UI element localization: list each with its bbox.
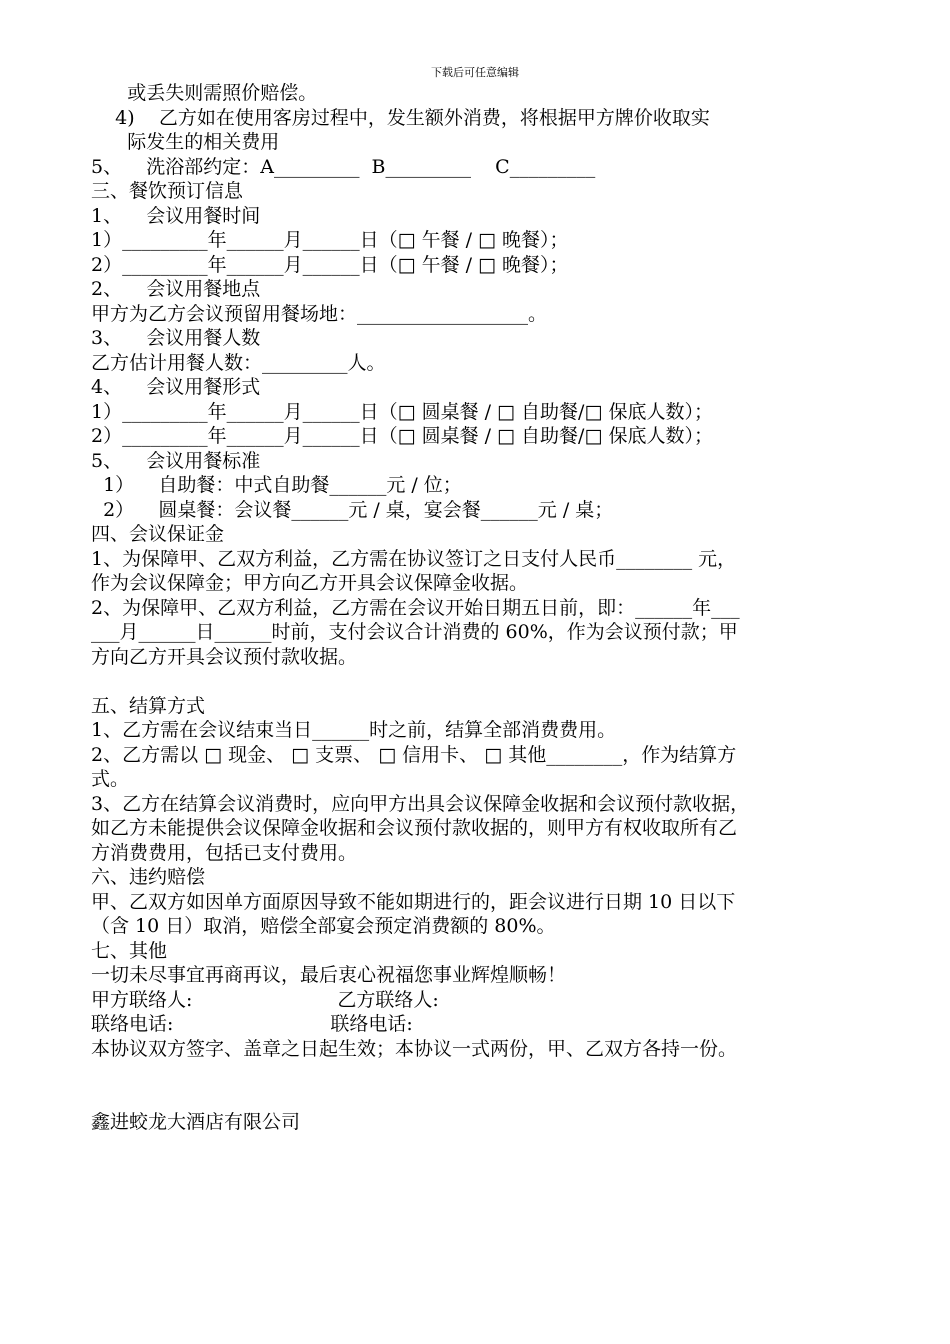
blank-line	[91, 669, 881, 694]
text-line: 或丢失则需照价赔偿。	[91, 82, 318, 104]
text-line: 1、为保障甲、乙双方利益，乙方需在协议签订之日支付人民币________ 元，	[91, 547, 737, 570]
blank-space	[91, 1061, 881, 1110]
text-line: 5、 会议用餐标准	[91, 449, 261, 472]
text-line: 2）_________年______月______日（□ 圆桌餐 / □ 自助餐/□ 保底人数）；	[91, 425, 713, 447]
text-line: 2）_________年______月______日（□ 午餐 / □ 晚餐）；	[91, 253, 569, 276]
text-line: 3、 会议用餐人数	[91, 327, 261, 349]
text-line: 乙方估计用餐人数：_________人。	[91, 351, 386, 374]
company-name: 鑫进蛟龙大酒店有限公司	[91, 1111, 301, 1133]
text-line: 3、乙方在结算会议消费时，应向甲方出具会议保障金收据和会议预付款收据，	[91, 792, 750, 815]
text-line: 本协议双方签字、盖章之日起生效；本协议一式两份，甲、乙双方各持一份。	[91, 1037, 738, 1060]
text-line: 1） 自助餐：中式自助餐______元 / 位；	[91, 474, 462, 496]
text-line: ___月______日______时前，支付会议合计消费的 60%，作为会议预付款；甲	[91, 621, 738, 643]
text-line: 方消费费用，包括已支付费用。	[91, 841, 358, 864]
section-heading: 三、餐饮预订信息	[91, 180, 244, 202]
text-line: 际发生的相关费用	[91, 131, 280, 153]
text-line: 1、 会议用餐时间	[91, 204, 261, 227]
text-line: 作为会议保障金；甲方向乙方开具会议保障金收据。	[91, 572, 529, 594]
text-line: 1）_________年______月______日（□ 午餐 / □ 晚餐）；	[91, 229, 569, 251]
text-line: 如乙方未能提供会议保障金收据和会议预付款收据的，则甲方有权收取所有乙	[91, 817, 738, 839]
text-line: （含 10 日）取消，赔偿全部宴会预定消费额的 80%。	[91, 915, 556, 937]
section-heading: 五、结算方式	[91, 694, 206, 717]
contact-names-line: 甲方联络人: 乙方联络人:	[91, 988, 439, 1011]
contact-phones-line: 联络电话: 联络电话:	[91, 1013, 413, 1035]
text-line: 2、 会议用餐地点	[91, 278, 261, 300]
text-line: 5、 洗浴部约定：A_________ B_________ C_________	[91, 155, 596, 178]
text-line: 甲方为乙方会议预留用餐场地：__________________。	[91, 302, 548, 325]
section-heading: 七、其他	[91, 939, 168, 962]
text-line: 2、为保障甲、乙双方利益，乙方需在会议开始日期五日前，即：______年___	[91, 596, 740, 619]
text-line: 式。	[91, 768, 130, 790]
text-line: 一切未尽事宜再商再议，最后衷心祝福您事业辉煌顺畅！	[91, 964, 567, 986]
text-line: 4) 乙方如在使用客房过程中，发生额外消费，将根据甲方牌价收取实	[91, 106, 710, 129]
document-body	[91, 81, 881, 1135]
text-line: 4、 会议用餐形式	[91, 376, 261, 398]
text-line: 甲、乙双方如因单方面原因导致不能如期进行的，距会议进行日期 10 日以下	[91, 890, 736, 913]
text-line: 2、乙方需以 □ 现金、 □ 支票、 □ 信用卡、 □ 其他________，作为结算方	[91, 743, 737, 766]
section-heading: 四、会议保证金	[91, 523, 225, 545]
page-header: 下载后可任意编辑	[431, 66, 519, 79]
text-line: 方向乙方开具会议预付款收据。	[91, 645, 358, 668]
text-line: 1）_________年______月______日（□ 圆桌餐 / □ 自助餐/□ 保底人数）；	[91, 400, 713, 423]
section-heading: 六、违约赔偿	[91, 866, 206, 888]
text-line: 2） 圆桌餐：会议餐______元 / 桌，宴会餐______元 / 桌；	[91, 498, 614, 521]
text-line: 1、乙方需在会议结束当日______时之前，结算全部消费费用。	[91, 719, 617, 741]
